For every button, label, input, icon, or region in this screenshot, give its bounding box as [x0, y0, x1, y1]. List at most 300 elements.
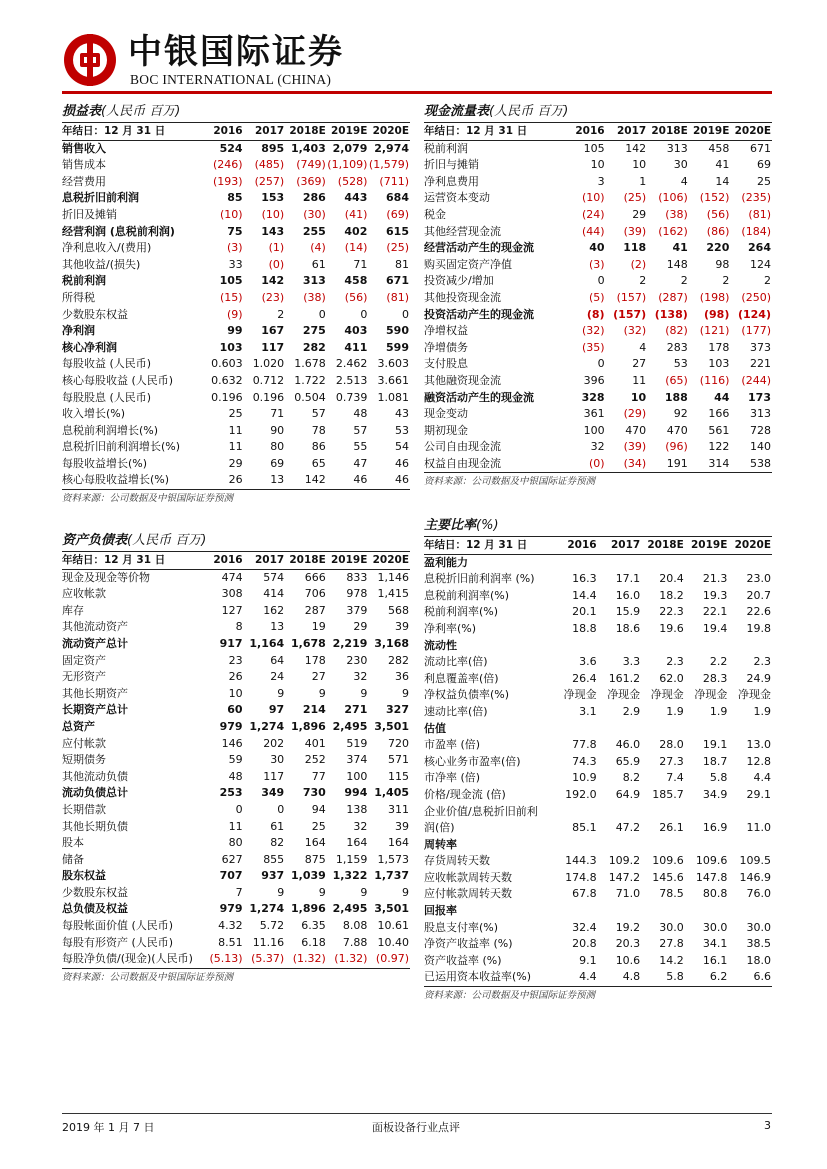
row-value: (1,109) [327, 158, 368, 172]
row-value: 80 [270, 440, 285, 454]
row-value: 470 [666, 423, 688, 437]
table-row [424, 920, 772, 937]
row-value: 1.081 [377, 390, 409, 404]
row-value: 122 [708, 440, 730, 454]
row-label: 短期债务 [62, 753, 106, 767]
row-value: 1,896 [290, 719, 326, 733]
row-label: 购买固定资产净值 [424, 257, 512, 271]
row-value: (44) [582, 224, 605, 238]
row-value: 707 [219, 869, 243, 883]
row-value: 470 [625, 423, 647, 437]
row-value: 0.739 [335, 390, 368, 404]
row-label: 收入增长(%) [62, 407, 126, 421]
row-value: (106) [658, 191, 688, 205]
header-year: 2016 [202, 123, 244, 140]
row-value: 147.8 [695, 870, 728, 884]
header-label: 年结日：12 月 31 日 [62, 123, 202, 140]
row-value [641, 554, 685, 571]
table-row [424, 356, 772, 373]
row-label: 现金及现金等价物 [62, 570, 150, 584]
ratios-source: 资料来源：公司数据及中银国际证券预测 [424, 990, 596, 1002]
row-label: 权益自由现金流 [424, 456, 564, 473]
row-value: 19 [311, 620, 326, 634]
row-label: 盈利能力 [424, 555, 468, 569]
row-value: 524 [219, 141, 243, 155]
row-value: (244) [741, 373, 771, 387]
row-value: 185.7 [652, 787, 684, 801]
row-value [598, 721, 642, 738]
table-row [424, 621, 772, 638]
table-row [424, 886, 772, 903]
row-value: 627 [221, 852, 243, 866]
row-value: 27 [311, 670, 326, 684]
row-value [554, 837, 598, 854]
row-value: 4.8 [598, 969, 642, 986]
row-value: 9.1 [579, 953, 597, 967]
row-value: 11.16 [252, 935, 285, 949]
row-value: 519 [346, 736, 368, 750]
row-value: (0) [268, 257, 285, 271]
table-row [62, 157, 410, 174]
row-value: (24) [582, 207, 605, 221]
row-label: 其他经营现金流 [424, 224, 501, 238]
table-row [62, 174, 410, 191]
row-value: 1,896 [290, 902, 326, 916]
income-source: 资料来源：公司数据及中银国际证券预测 [62, 493, 234, 505]
row-value: (14) [344, 241, 368, 255]
table-row [424, 439, 772, 456]
row-value: 3.661 [377, 373, 409, 387]
row-label: 总资产 [62, 719, 95, 733]
row-value: 61 [270, 819, 285, 833]
row-value: 39 [395, 620, 409, 634]
table-row [62, 769, 410, 786]
row-value: 30 [673, 158, 688, 172]
row-value: 29 [228, 456, 243, 470]
row-label: 企业价值/息税折旧前利 [424, 804, 538, 818]
row-value: 255 [302, 224, 326, 238]
row-value: 30 [270, 753, 285, 767]
row-value: (5.37) [244, 951, 286, 968]
row-value: 117 [263, 769, 285, 783]
balance-table [62, 552, 410, 969]
row-value: 4 [639, 340, 647, 354]
row-value [554, 554, 598, 571]
table-row [424, 953, 772, 970]
row-value: 178 [304, 653, 326, 667]
table-row [62, 439, 410, 456]
row-value: 78.5 [659, 887, 684, 901]
row-value: (287) [658, 290, 688, 304]
row-label: 经营活动产生的现金流 [424, 241, 534, 255]
row-value: (32) [582, 324, 605, 338]
row-value: 1.678 [294, 357, 326, 371]
table-row [62, 868, 410, 885]
row-label: 利息覆盖率(倍) [424, 671, 499, 685]
row-label: 净利息费用 [424, 174, 479, 188]
row-value: 46 [368, 472, 410, 489]
row-value: (0.97) [368, 951, 410, 968]
row-label: 储备 [62, 852, 84, 866]
row-value: 33 [228, 257, 243, 271]
row-value: 706 [304, 587, 326, 601]
row-value: (81) [748, 207, 771, 221]
row-value: 286 [302, 191, 326, 205]
table-row [62, 373, 410, 390]
row-value: 0 [277, 802, 285, 816]
table-row [424, 406, 772, 423]
row-value: 78 [311, 423, 326, 437]
header-year: 2020E [728, 537, 772, 554]
row-label: 其他融资现金流 [424, 373, 501, 387]
row-value: 1,405 [374, 786, 409, 800]
header-year: 2018E [285, 123, 327, 140]
row-label: 已运用资本收益率(%) [424, 969, 554, 986]
row-value: (116) [699, 373, 730, 387]
row-value: 7 [235, 885, 243, 899]
row-value: (32) [623, 324, 647, 338]
table-row [424, 571, 772, 588]
row-value: 538 [730, 456, 772, 473]
row-label: 净增权益 [424, 324, 468, 338]
header-year: 2017 [244, 552, 286, 569]
row-value [598, 903, 642, 920]
row-value: 109.6 [652, 854, 684, 868]
row-value: 458 [344, 274, 368, 288]
row-value: 29 [632, 207, 647, 221]
table-row [424, 671, 772, 688]
row-value: 28.0 [659, 738, 684, 752]
row-label: 市盈率 (倍) [424, 738, 481, 752]
row-value: 105 [583, 141, 605, 155]
row-label: 其他投资现金流 [424, 290, 501, 304]
row-value: 214 [302, 703, 326, 717]
table-row [62, 918, 410, 935]
row-value [641, 837, 685, 854]
row-value: 11 [228, 423, 243, 437]
row-value: 净现金 [607, 688, 641, 702]
row-value: 82 [270, 836, 285, 850]
row-value: 833 [346, 570, 368, 584]
header-year: 2019E [327, 123, 369, 140]
row-value: 146 [221, 736, 243, 750]
row-value: 97 [268, 703, 285, 717]
row-label: 流动资产总计 [62, 636, 128, 650]
row-value: 85 [227, 191, 243, 205]
row-value: 27.3 [659, 754, 684, 768]
row-value: 22.3 [659, 605, 684, 619]
row-value: (749) [296, 158, 326, 172]
row-label: 现金变动 [424, 407, 468, 421]
row-value: 46 [395, 456, 409, 470]
row-value: (157) [613, 307, 647, 321]
header-year: 2018E [285, 552, 327, 569]
row-value: 32 [590, 440, 605, 454]
row-value: 48 [353, 407, 368, 421]
row-value: 6.6 [728, 969, 772, 986]
row-value: 100 [346, 769, 368, 783]
row-value [641, 721, 685, 738]
row-value: (39) [623, 440, 647, 454]
row-value: 10 [632, 158, 647, 172]
row-value: (56) [706, 207, 730, 221]
cashflow-source: 资料来源：公司数据及中银国际证券预测 [424, 476, 596, 488]
row-value: 8.08 [342, 919, 368, 933]
table-row [62, 951, 410, 968]
row-value: (38) [665, 207, 688, 221]
table-row [424, 654, 772, 671]
row-value: 34.1 [702, 937, 728, 951]
row-value [598, 804, 642, 821]
row-value: 191 [647, 456, 689, 473]
row-value: 12.8 [746, 754, 771, 768]
row-value: 148 [666, 257, 688, 271]
row-value [728, 837, 772, 854]
row-value: (38) [303, 290, 326, 304]
header-label: 年结日：12 月 31 日 [424, 123, 564, 140]
row-value: 9 [318, 686, 326, 700]
header-year: 2016 [564, 123, 606, 140]
row-value: 314 [689, 456, 731, 473]
row-value: 403 [344, 324, 368, 338]
row-value: 1,274 [249, 719, 285, 733]
table-row [62, 719, 410, 736]
row-label: 其他流动资产 [62, 620, 128, 634]
table-row [424, 423, 772, 440]
row-label: 净增债务 [424, 340, 468, 354]
row-value: 568 [388, 603, 409, 617]
row-value: 1 [639, 174, 647, 188]
row-value: (34) [606, 456, 648, 473]
table-row [424, 853, 772, 870]
table-row [62, 653, 410, 670]
table-row [62, 802, 410, 819]
table-row [424, 456, 772, 473]
row-value: 1.9 [666, 704, 684, 718]
row-value: 44 [714, 390, 730, 404]
table-row [62, 752, 410, 769]
row-label: 长期资产总计 [62, 703, 128, 717]
row-value: 0.504 [294, 390, 326, 404]
row-value: 1.020 [252, 357, 285, 371]
row-value: 23 [228, 653, 243, 667]
row-value: 166 [708, 407, 730, 421]
row-value: 20.7 [746, 588, 771, 602]
row-value: 174.8 [565, 870, 597, 884]
row-value: 287 [304, 603, 326, 617]
row-value: (193) [213, 174, 243, 188]
row-value: 875 [304, 852, 326, 866]
row-value: 65.9 [615, 754, 641, 768]
table-row [62, 456, 410, 473]
row-value: 85.1 [572, 821, 597, 835]
table-row [62, 190, 410, 207]
row-value [554, 638, 598, 655]
row-value: 3.1 [579, 704, 597, 718]
row-value: 2,219 [332, 636, 368, 650]
row-value: 1,678 [290, 636, 326, 650]
row-value: 474 [221, 570, 243, 584]
row-value: 10 [228, 686, 243, 700]
row-label: 税金 [424, 207, 446, 221]
row-label: 总负债及权益 [62, 902, 128, 916]
row-value: 994 [344, 786, 368, 800]
row-value: 443 [344, 191, 368, 205]
header-year: 2018E [647, 123, 689, 140]
page-header [62, 32, 772, 94]
row-value: 1,737 [374, 869, 409, 883]
row-value: 76.0 [746, 887, 771, 901]
row-value: 917 [219, 636, 243, 650]
row-value: 313 [302, 274, 326, 288]
row-value: 20.8 [572, 937, 597, 951]
row-value: 308 [221, 587, 243, 601]
row-value: 27 [632, 357, 647, 371]
table-row [424, 290, 772, 307]
header-year: 2019E [685, 537, 729, 554]
table-row [424, 837, 772, 854]
row-label: 净利息收入/(费用) [62, 241, 152, 255]
row-label: 核心每股收益 (人民币) [62, 373, 174, 387]
row-value: 54 [395, 440, 409, 454]
row-value: 147.2 [608, 870, 641, 884]
row-value: (56) [344, 290, 368, 304]
row-value: 142 [261, 274, 285, 288]
row-value: 53 [395, 423, 409, 437]
row-value: 143 [261, 224, 285, 238]
row-value: 25 [757, 174, 771, 188]
row-label: 股息支付率(%) [424, 920, 499, 934]
row-value: 361 [583, 407, 605, 421]
row-value: 0.632 [211, 373, 243, 387]
row-value: 10 [630, 390, 647, 404]
row-value: 145.6 [652, 870, 684, 884]
row-value: 164 [346, 836, 368, 850]
row-value: 59 [228, 753, 243, 767]
row-value: 19.2 [615, 920, 641, 934]
row-value: 401 [304, 736, 326, 750]
row-value: 0 [235, 802, 243, 816]
table-row [62, 356, 410, 373]
row-value: 21.3 [702, 572, 728, 586]
row-value: 69 [270, 456, 285, 470]
row-value: 净现金 [694, 688, 728, 702]
row-label: 核心净利润 [62, 340, 117, 354]
row-value: (246) [213, 158, 243, 172]
row-value [728, 903, 772, 920]
row-value: 24 [270, 670, 285, 684]
row-value: 1,146 [377, 570, 409, 584]
row-value: 53 [673, 357, 688, 371]
row-value: 20.1 [572, 605, 597, 619]
row-value: 22.6 [746, 605, 771, 619]
footer-date: 2019 年 1 月 7 日 [62, 1121, 155, 1134]
row-value: 13.0 [746, 738, 771, 752]
row-value: 571 [388, 753, 409, 767]
row-value: 2.513 [335, 373, 368, 387]
row-value: 2 [722, 274, 730, 288]
row-value: 13 [244, 472, 286, 489]
table-row [424, 870, 772, 887]
row-value: (2) [630, 257, 647, 271]
table-row [62, 619, 410, 636]
table-row [62, 273, 410, 290]
row-value: 30.0 [746, 920, 771, 934]
table-row [424, 174, 772, 191]
row-value: 2.9 [622, 704, 641, 718]
row-value: 46 [327, 472, 369, 489]
table-row [62, 736, 410, 753]
row-value: (29) [623, 407, 647, 421]
row-value: 0 [597, 357, 605, 371]
row-value: (528) [337, 174, 368, 188]
table-row [62, 935, 410, 952]
table-row [62, 785, 410, 802]
row-value [598, 837, 642, 854]
row-value: 6.18 [301, 935, 326, 949]
row-value: 77 [311, 769, 326, 783]
table-row [424, 373, 772, 390]
table-row [424, 704, 772, 721]
row-value: (98) [704, 307, 730, 321]
row-value: 2.3 [753, 655, 771, 669]
table-row [424, 754, 772, 771]
row-label: 核心业务市盈率(倍) [424, 754, 521, 768]
row-label: 润(倍) [424, 821, 455, 835]
row-value: 80 [228, 836, 243, 850]
footer-title: 面板设备行业点评 [372, 1121, 460, 1134]
row-label: 折旧及摊销 [62, 207, 117, 221]
row-value: 34.9 [702, 787, 728, 801]
row-label: 应付帐款 [62, 736, 106, 750]
row-value: 173 [748, 390, 771, 404]
table-row [424, 737, 772, 754]
table-header-row [62, 552, 410, 569]
row-value: 2,079 [332, 141, 368, 155]
row-value: 1.9 [753, 704, 771, 718]
row-label: 存货周转天数 [424, 854, 490, 868]
row-value: 16.9 [702, 821, 728, 835]
table-row [62, 340, 410, 357]
row-value: 379 [346, 603, 368, 617]
key-ratios [424, 515, 772, 1005]
table-row [62, 603, 410, 620]
table-row [62, 835, 410, 852]
table-row [62, 406, 410, 423]
table-row [424, 554, 772, 571]
row-value: 41 [715, 158, 730, 172]
table-row [424, 390, 772, 407]
row-value: (82) [665, 324, 688, 338]
row-value: 178 [708, 340, 730, 354]
row-label: 销售收入 [62, 141, 106, 155]
row-value: 313 [666, 141, 688, 155]
row-value: 2.2 [709, 655, 728, 669]
row-value: 0.196 [252, 390, 285, 404]
row-value: 188 [664, 390, 688, 404]
row-value [685, 804, 729, 821]
row-label: 公司自由现金流 [424, 440, 501, 454]
row-value: (4) [310, 241, 326, 255]
row-value: 67.8 [572, 887, 597, 901]
row-value: 253 [219, 786, 243, 800]
row-label: 净利润 [62, 324, 95, 338]
row-value: 9 [402, 686, 409, 700]
table-row [62, 702, 410, 719]
row-value: 43 [395, 407, 409, 421]
row-value: 5.8 [709, 771, 728, 785]
header-label: 年结日：12 月 31 日 [62, 552, 202, 569]
